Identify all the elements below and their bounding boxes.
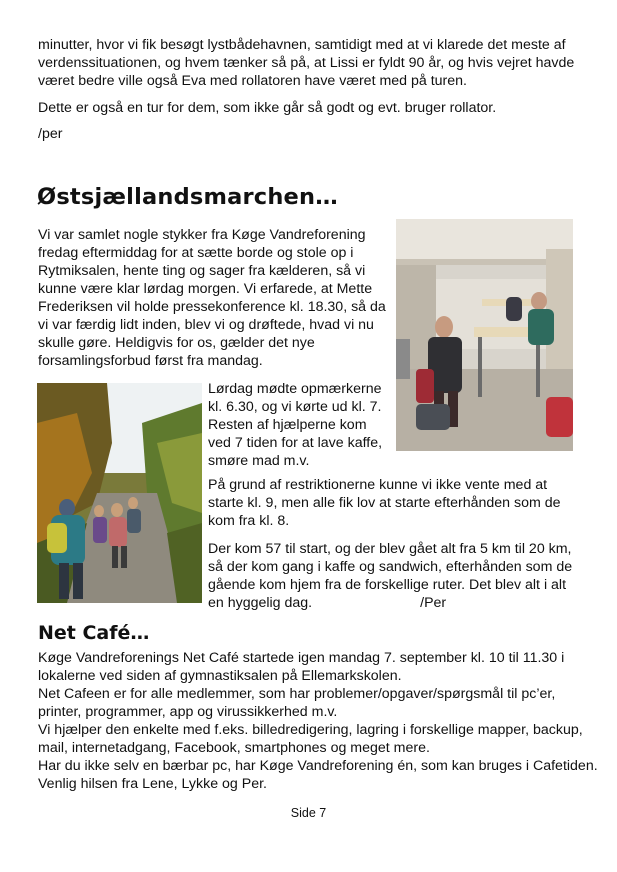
marchen-paragraph-1: Vi var samlet nogle stykker fra Køge Vandreforening fredag eftermiddag for at sætte borde og stole op i Rytmiksalen, hente ting og sager fra kælderen, så vi kunne være klar lørdag morgen. Vi erfarede, at Mette Frederiksen vil holde pressekonference kl. 18.30, så da vi var færdig lidt inden, blev vi og drøftede, hvad vi nu skulle gøre. Heldigvis for os, gælder det nye forsamlingsforbud først fra mandag. — [38, 227, 386, 369]
marchen-paragraph-4 — [208, 540, 583, 612]
marchen-signature: /Per — [420, 595, 447, 611]
intro-paragraph: minutter, hvor vi fik besøgt lystbådehavnen, samtidigt med at vi klarede det meste af verdenssituationen, og hvem tænker så på, at Lissi er fyldt 90 år, og hvis vejret havde været bedre ville også Eva med rollatoren have været med på turen. — [38, 37, 575, 89]
netcafe-line: Vi hjælper den enkelte med f.eks. billedredigering, lagring i forskellige mapper, backup, mail, internetadgang, Facebook, smartphones og meget mere. — [38, 722, 583, 756]
section-title-marchen: Østsjællandsmarchen… — [37, 184, 338, 210]
marchen-paragraph-2: Lørdag mødte opmærkerne kl. 6.30, og vi kørte ud kl. 7. Resten af hjælperne kom ved 7 tiden for at lave kaffe, smøre mad m.v. — [208, 381, 383, 469]
marchen-paragraph-4-text: Der kom 57 til start, og der blev gået alt fra 5 km til 20 km, så der kom gang i kaffe og sandwich, efterhånden som de gående kom hjem fra de forskellige ruter. Det blev alt i alt en hyggelig dag. — [208, 541, 573, 611]
intro-paragraph-2: Dette er også en tur for dem, som ikke går så godt og evt. bruger rollator. — [38, 100, 497, 116]
netcafe-body — [38, 649, 598, 793]
section-title-netcafe: Net Café… — [38, 622, 150, 644]
cafe-photo — [396, 219, 573, 451]
netcafe-line: Net Cafeen er for alle medlemmer, som har problemer/opgaver/spørgsmål til pc’er, printer, programmer, app og virussikkerhed m.v. — [38, 686, 556, 720]
walking-photo — [37, 383, 202, 603]
netcafe-signature: Venlig hilsen fra Lene, Lykke og Per. — [38, 776, 267, 792]
netcafe-line: Køge Vandreforenings Net Café startede igen mandag 7. september kl. 10 til 11.30 i lokalerne ved siden af gymnastiksalen på Ellemarkskolen. — [38, 650, 565, 684]
page-number: Side 7 — [290, 806, 327, 820]
marchen-paragraph-3: På grund af restriktionerne kunne vi ikke vente med at starte kl. 9, men alle fik lov at starte efterhånden som de kom fra kl. 8. — [208, 477, 561, 529]
netcafe-line: Har du ikke selv en bærbar pc, har Køge Vandreforening én, som kan bruges i Cafetiden. — [38, 758, 598, 774]
intro-signature: /per — [38, 126, 63, 142]
